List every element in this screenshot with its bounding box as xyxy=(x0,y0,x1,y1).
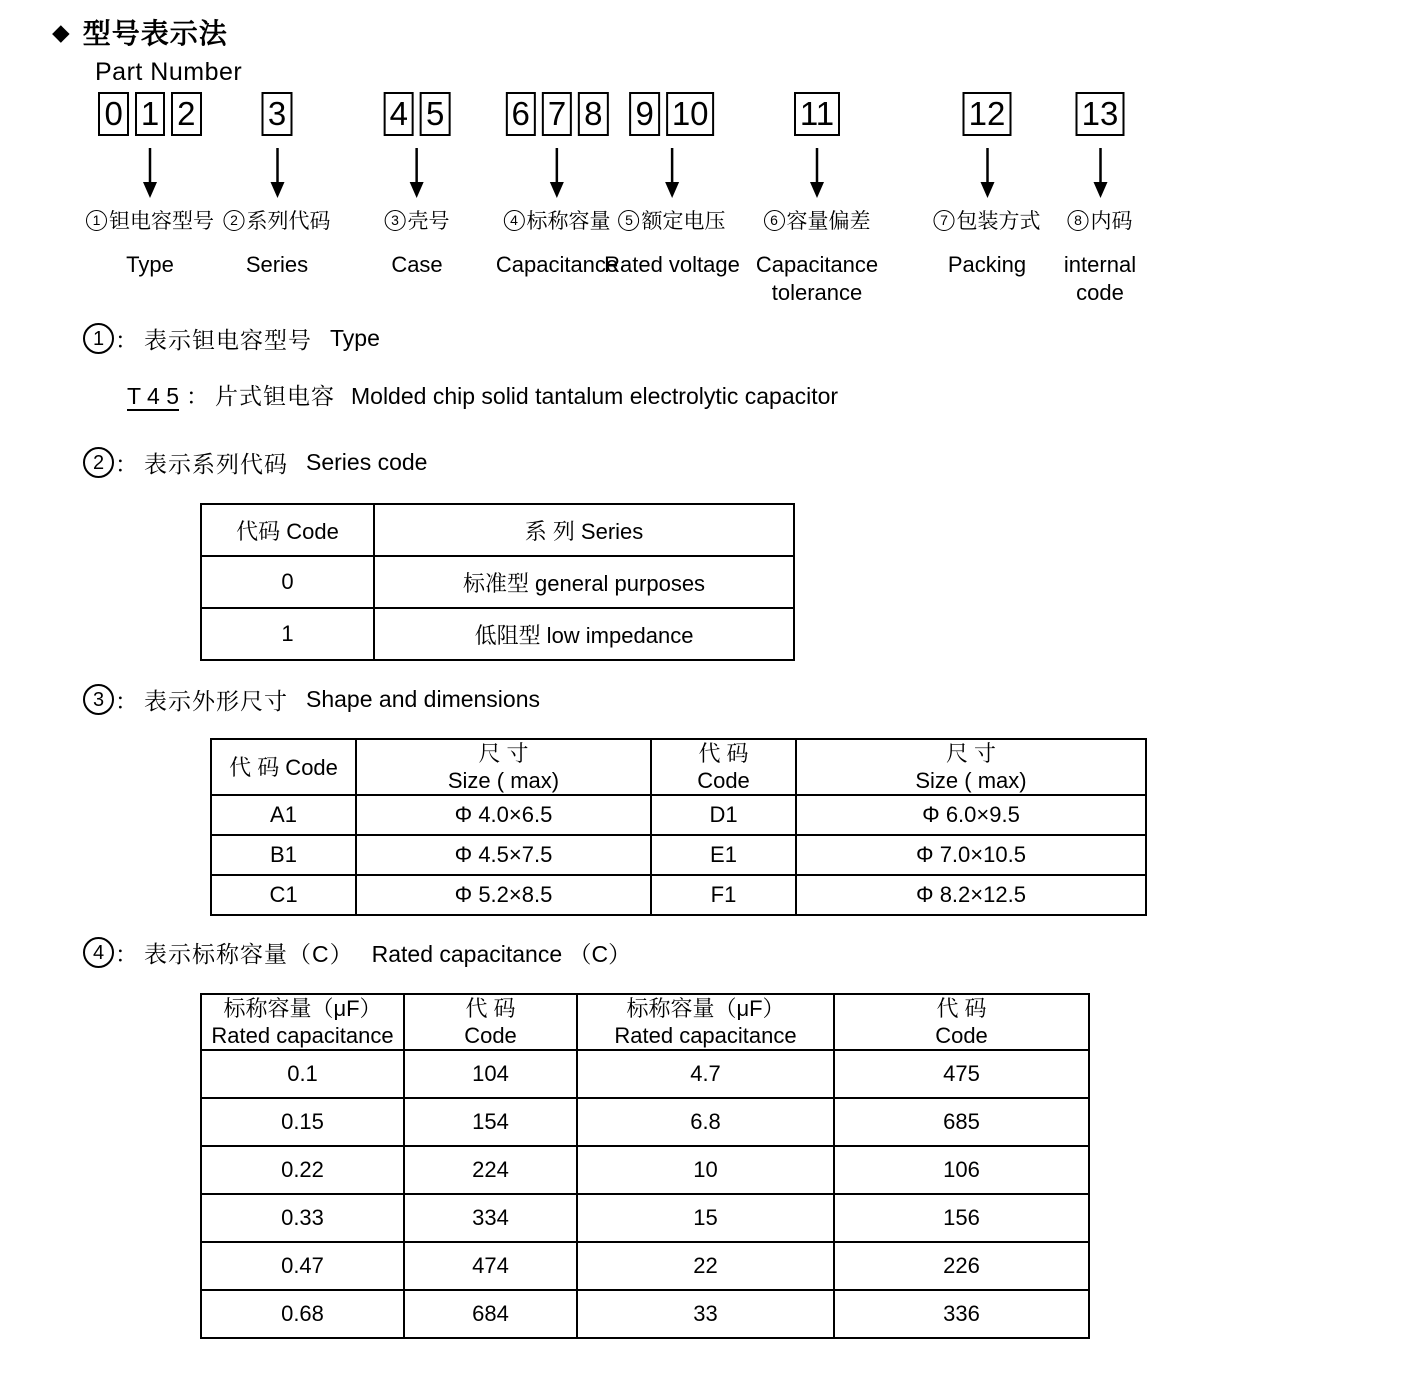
diagram-segment-case xyxy=(384,92,451,279)
segment-label-en: Case xyxy=(391,252,443,277)
cell: 0.15 xyxy=(201,1098,404,1146)
cell: 低阻型 low impedance xyxy=(374,608,794,660)
cell: 0.22 xyxy=(201,1146,404,1194)
digit-box-group xyxy=(629,92,714,136)
section-3-heading-en: Shape and dimensions xyxy=(306,686,540,712)
digit-box-group xyxy=(1076,92,1125,136)
cell: 10 xyxy=(577,1146,834,1194)
segment-label-cn-text: 钽电容型号 xyxy=(109,210,214,233)
header-cell xyxy=(577,994,834,1050)
header-line: Size ( max) xyxy=(915,768,1027,793)
cell: 标准型 general purposes xyxy=(374,556,794,608)
colon: ： xyxy=(115,688,138,714)
circled-number: 2 xyxy=(224,210,245,231)
type-desc-en: Molded chip solid tantalum electrolytic capacitor xyxy=(351,383,839,409)
header-cell xyxy=(404,994,577,1050)
header-line: Rated capacitance xyxy=(614,1023,797,1048)
segment-label-en: Series xyxy=(245,252,309,277)
cell: F1 xyxy=(651,875,796,915)
type-code: T 4 5 xyxy=(127,383,179,409)
cell: 0.1 xyxy=(201,1050,404,1098)
type-desc-cn: 片式钽电容 xyxy=(215,383,335,409)
table-row xyxy=(211,795,1146,835)
down-arrow-icon xyxy=(268,148,286,198)
table-row xyxy=(201,1050,1089,1098)
segment-label-cn-text: 内码 xyxy=(1090,210,1133,233)
table-row xyxy=(201,608,794,660)
cell: 474 xyxy=(404,1242,577,1290)
circled-number: 2 xyxy=(83,447,114,478)
section-1-heading xyxy=(83,322,380,355)
diamond-icon: ◆ xyxy=(52,18,71,45)
circled-number: 3 xyxy=(385,210,406,231)
section-4-heading-en: Rated capacitance （C） xyxy=(371,941,632,967)
digit-box: 3 xyxy=(262,92,292,136)
cell: 226 xyxy=(834,1242,1089,1290)
cell: E1 xyxy=(651,835,796,875)
cell: 685 xyxy=(834,1098,1089,1146)
segment-label-en: Rated voltage xyxy=(604,252,740,277)
diagram-segment-internal-code xyxy=(1053,92,1148,306)
cell: 15 xyxy=(577,1194,834,1242)
circled-number: 4 xyxy=(83,937,114,968)
segment-label-en: Capacitance tolerance xyxy=(755,252,879,305)
table-row xyxy=(201,1194,1089,1242)
cell: Φ 6.0×9.5 xyxy=(796,795,1146,835)
colon: ： xyxy=(115,941,138,967)
colon: ： xyxy=(115,327,138,353)
cell: A1 xyxy=(211,795,356,835)
page-title xyxy=(52,12,242,87)
digit-box: 1 xyxy=(135,92,165,136)
header-line: 代 码 xyxy=(936,996,987,1021)
segment-label-en: Capacitance xyxy=(495,252,619,277)
page-title-en: Part Number xyxy=(95,58,243,86)
table-row xyxy=(211,875,1146,915)
circled-number: 5 xyxy=(618,210,639,231)
section-4-heading xyxy=(83,936,631,969)
segment-label-cn-text: 标称容量 xyxy=(526,210,611,233)
diagram-segment-capacitance xyxy=(496,92,618,279)
cell: 475 xyxy=(834,1050,1089,1098)
section-3-heading xyxy=(83,683,540,716)
digit-box-group xyxy=(963,92,1012,136)
segment-label-en: internal code xyxy=(1063,252,1137,305)
down-arrow-icon xyxy=(978,148,996,198)
cell: 6.8 xyxy=(577,1098,834,1146)
down-arrow-icon xyxy=(808,148,826,198)
cell: 334 xyxy=(404,1194,577,1242)
header-line: Code xyxy=(464,1023,517,1048)
header-line: 尺 寸 xyxy=(478,741,529,766)
part-number-diagram xyxy=(0,92,1425,322)
table-row xyxy=(201,1290,1089,1338)
page-title-cn-row xyxy=(52,12,242,52)
circled-number: 1 xyxy=(83,323,114,354)
segment-label-cn-text: 壳号 xyxy=(407,210,450,233)
header-cell xyxy=(796,739,1146,795)
segment-label-en: Type xyxy=(126,252,174,277)
digit-box: 7 xyxy=(542,92,572,136)
header-cell xyxy=(651,739,796,795)
cell: 1 xyxy=(201,608,374,660)
digit-box-group xyxy=(98,92,201,136)
diagram-segment-series xyxy=(224,92,331,279)
down-arrow-icon xyxy=(1091,148,1109,198)
segment-label-cn-text: 系列代码 xyxy=(246,210,331,233)
cell: Φ 8.2×12.5 xyxy=(796,875,1146,915)
digit-box: 11 xyxy=(794,92,840,136)
cell: 154 xyxy=(404,1098,577,1146)
cell: 684 xyxy=(404,1290,577,1338)
header-cell xyxy=(211,739,356,795)
series-code-table xyxy=(200,503,795,661)
cell: 0 xyxy=(201,556,374,608)
table-header-row xyxy=(211,739,1146,795)
header-line: Code xyxy=(697,768,750,793)
digit-box: 10 xyxy=(666,92,715,136)
cell: Φ 5.2×8.5 xyxy=(356,875,651,915)
cell: 4.7 xyxy=(577,1050,834,1098)
segment-label-cn-text: 容量偏差 xyxy=(786,210,871,233)
header-cell: 代码 Code xyxy=(201,504,374,556)
cell: 104 xyxy=(404,1050,577,1098)
circled-number: 1 xyxy=(86,210,107,231)
table-header-row xyxy=(201,504,794,556)
cell: Φ 4.5×7.5 xyxy=(356,835,651,875)
header-line: Rated capacitance xyxy=(211,1023,394,1048)
segment-label-en: Packing xyxy=(947,252,1027,277)
type-code-line xyxy=(127,378,838,411)
diagram-segment-type xyxy=(86,92,214,279)
cell: D1 xyxy=(651,795,796,835)
header-cell xyxy=(834,994,1089,1050)
cell: 156 xyxy=(834,1194,1089,1242)
segment-label-cn xyxy=(385,205,450,235)
colon: ： xyxy=(115,451,138,477)
cell: 0.33 xyxy=(201,1194,404,1242)
down-arrow-icon xyxy=(663,148,681,198)
header-line: 代 码 Code xyxy=(229,754,338,780)
digit-box: 4 xyxy=(384,92,414,136)
dimensions-table xyxy=(210,738,1147,916)
cell: C1 xyxy=(211,875,356,915)
segment-label-cn-text: 包装方式 xyxy=(956,210,1041,233)
table-row xyxy=(201,556,794,608)
segment-label-cn xyxy=(1068,205,1133,235)
header-line: Size ( max) xyxy=(447,768,560,793)
header-line: 代 码 xyxy=(465,996,516,1021)
down-arrow-icon xyxy=(408,148,426,198)
digit-box: 13 xyxy=(1076,92,1125,136)
cell: Φ 4.0×6.5 xyxy=(356,795,651,835)
digit-box: 8 xyxy=(578,92,608,136)
header-line: 标称容量（μF） xyxy=(223,996,382,1021)
cell: 22 xyxy=(577,1242,834,1290)
circled-number: 3 xyxy=(83,684,114,715)
circled-number: 8 xyxy=(1068,210,1089,231)
digit-box-group xyxy=(794,92,840,136)
cell: 0.68 xyxy=(201,1290,404,1338)
cell: 106 xyxy=(834,1146,1089,1194)
table-row xyxy=(201,1146,1089,1194)
header-line: 标称容量（μF） xyxy=(626,996,785,1021)
capacitance-code-table xyxy=(200,993,1090,1339)
circled-number: 7 xyxy=(934,210,955,231)
header-line: 尺 寸 xyxy=(945,741,997,766)
diagram-segment-rated-voltage xyxy=(604,92,740,279)
table-header-row xyxy=(201,994,1089,1050)
cell: 224 xyxy=(404,1146,577,1194)
table-row xyxy=(201,1098,1089,1146)
digit-box-group xyxy=(262,92,292,136)
header-line: Code xyxy=(935,1023,988,1048)
digit-box: 0 xyxy=(98,92,128,136)
segment-label-cn xyxy=(934,205,1041,235)
segment-label-cn xyxy=(504,205,611,235)
table-row xyxy=(211,835,1146,875)
down-arrow-icon xyxy=(141,148,159,198)
header-cell xyxy=(356,739,651,795)
cell: 0.47 xyxy=(201,1242,404,1290)
down-arrow-icon xyxy=(548,148,566,198)
digit-box: 12 xyxy=(963,92,1012,136)
header-line: 代 码 xyxy=(698,741,749,766)
cell: B1 xyxy=(211,835,356,875)
segment-label-cn xyxy=(224,205,331,235)
segment-label-cn xyxy=(764,205,871,235)
header-cell xyxy=(201,994,404,1050)
digit-box-group xyxy=(505,92,608,136)
segment-label-cn-text: 额定电压 xyxy=(641,210,726,233)
digit-box: 9 xyxy=(629,92,659,136)
circled-number: 6 xyxy=(764,210,785,231)
cell: 33 xyxy=(577,1290,834,1338)
page-title-cn: 型号表示法 xyxy=(82,18,228,49)
segment-label-cn xyxy=(86,205,214,235)
cell: Φ 7.0×10.5 xyxy=(796,835,1146,875)
circled-number: 4 xyxy=(504,210,525,231)
table-row xyxy=(201,1242,1089,1290)
digit-box-group xyxy=(384,92,451,136)
cell: 336 xyxy=(834,1290,1089,1338)
digit-box: 6 xyxy=(505,92,535,136)
colon: ： xyxy=(186,383,209,409)
header-cell: 系 列 Series xyxy=(374,504,794,556)
digit-box: 5 xyxy=(420,92,450,136)
segment-label-cn xyxy=(618,205,725,235)
section-2-heading-cn: 表示系列代码 xyxy=(144,451,288,477)
section-1-heading-en: Type xyxy=(330,325,380,351)
diagram-segment-tolerance xyxy=(742,92,892,306)
digit-box: 2 xyxy=(171,92,201,136)
section-3-heading-cn: 表示外形尺寸 xyxy=(144,688,288,714)
section-2-heading xyxy=(83,446,427,479)
section-1-heading-cn: 表示钽电容型号 xyxy=(144,327,312,353)
diagram-segment-packing xyxy=(934,92,1041,279)
section-4-heading-cn: 表示标称容量（C） xyxy=(144,941,354,967)
section-2-heading-en: Series code xyxy=(306,449,428,475)
